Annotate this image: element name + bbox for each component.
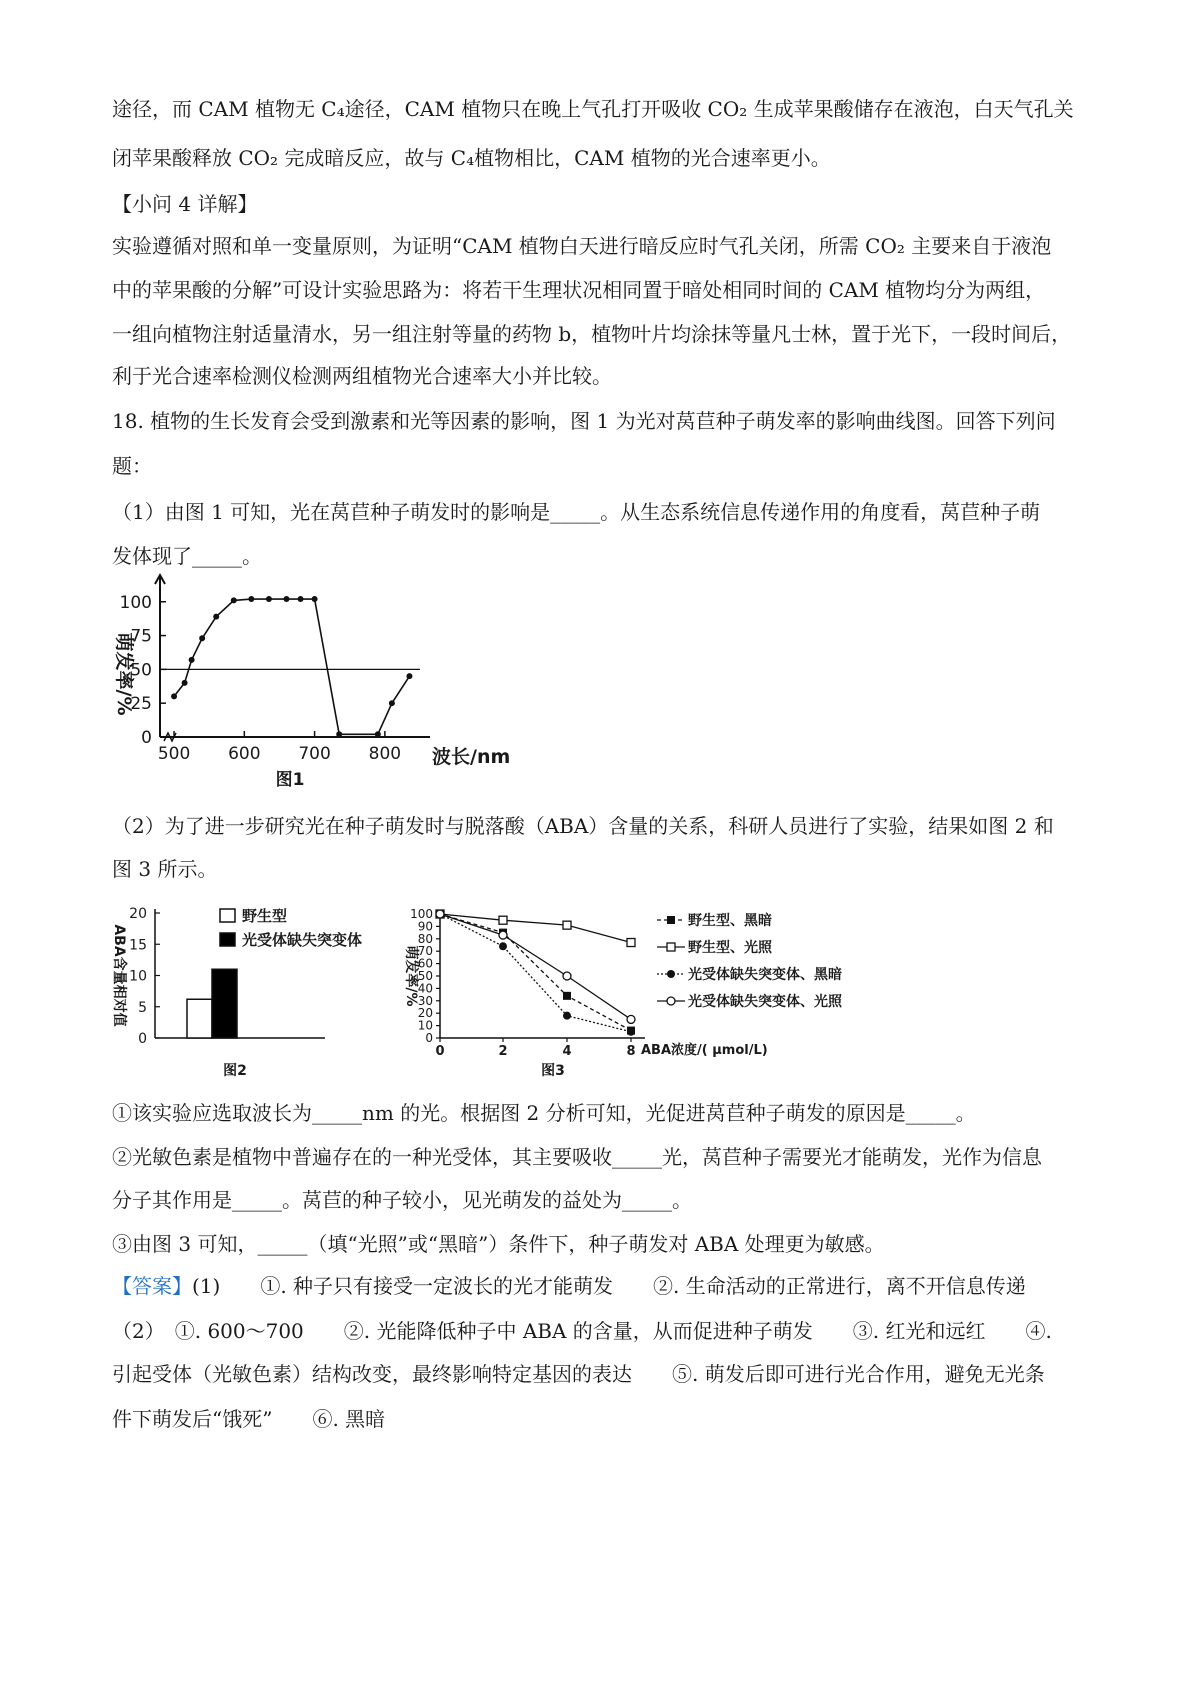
data-point: [389, 700, 395, 706]
question-part-1: （1）由图 1 可知，光在莴苣种子萌发时的影响是_____。从生态系统信息传递作用的角度看，莴苣种子萌: [112, 500, 1041, 524]
y-tick-label: 40: [417, 981, 433, 996]
section-heading: 【小问 4 详解】: [112, 192, 258, 216]
legend-label: 野生型: [242, 907, 288, 925]
x-tick-label: 2: [498, 1044, 508, 1059]
legend-marker: [667, 943, 675, 951]
paragraph-line: 闭苹果酸释放 CO₂ 完成暗反应，故与 C₄植物相比，CAM 植物的光合速率更小。: [112, 146, 831, 170]
legend-label: 光受体缺失突变体、黑暗: [688, 967, 842, 983]
data-point: [627, 939, 635, 947]
figure-title: 图3: [541, 1063, 565, 1079]
x-tick-label: 600: [228, 744, 261, 764]
legend-swatch: [220, 933, 235, 946]
data-point: [375, 731, 381, 737]
x-tick-label: 800: [368, 744, 402, 764]
data-point: [231, 597, 237, 603]
legend-label: 光受体缺失突变体: [242, 931, 363, 949]
figure-3-chart: [395, 895, 915, 1085]
legend-marker: [667, 916, 675, 924]
figure-title: 图2: [223, 1063, 247, 1079]
data-point: [248, 596, 254, 602]
data-point: [563, 992, 571, 1000]
y-axis-label: 萌发率/%: [113, 632, 135, 716]
figure-title: 图1: [275, 770, 305, 790]
data-point: [499, 931, 507, 939]
data-point: [189, 657, 195, 663]
y-tick-label: 25: [130, 694, 152, 715]
bar-mutant: [212, 969, 237, 1038]
y-tick-label: 5: [138, 999, 147, 1016]
data-point: [563, 972, 571, 980]
data-point: [182, 680, 188, 686]
series-line: [440, 914, 631, 1031]
paragraph-line: 实验遵循对照和单一变量原则，为证明“CAM 植物白天进行暗反应时气孔关闭，所需 CO₂ 主要来自于液泡: [112, 234, 1052, 258]
legend-marker: [667, 970, 675, 978]
legend-marker: [667, 997, 675, 1005]
data-point: [283, 596, 289, 602]
data-point: [627, 1015, 635, 1023]
x-tick-label: 0: [435, 1044, 445, 1059]
y-tick-label: 0: [138, 1031, 147, 1047]
x-axis-label: ABA浓度/( μmol/L): [641, 1043, 768, 1058]
data-point: [336, 731, 342, 737]
x-tick-label: 500: [157, 744, 191, 764]
x-tick-label: 700: [298, 744, 331, 764]
paragraph-line: 途径，而 CAM 植物无 C₄途径，CAM 植物只在晚上气孔打开吸收 CO₂ 生成苹果酸储存在液泡，白天气孔关: [112, 97, 1074, 121]
y-tick-label: 50: [417, 969, 433, 983]
legend-label: 野生型、光照: [688, 940, 772, 956]
data-point: [563, 1012, 571, 1020]
question-18-line: 题：: [112, 454, 152, 478]
y-tick-label: 80: [417, 931, 433, 946]
x-tick-label: 4: [562, 1044, 572, 1059]
answer-line: （2） ①. 600～700 ②. 光能降低种子中 ABA 的含量，从而促进种子萌发 ③. 红光和远红 ④.: [112, 1319, 1052, 1343]
germination-curve: [174, 599, 409, 734]
y-tick-label: 100: [410, 907, 433, 921]
series-line: [440, 914, 631, 1019]
y-tick-label: 50: [130, 660, 152, 681]
sub-question-3: ③由图 3 可知，_____（填“光照”或“黑暗”）条件下，种子萌发对 ABA 处理更为敏感。: [112, 1232, 885, 1256]
data-point: [312, 596, 318, 602]
sub-question-1: ①该实验应选取波长为_____nm 的光。根据图 2 分析可知，光促进莴苣种子萌发的原因是_____。: [112, 1101, 976, 1125]
y-tick-label: 20: [417, 1006, 433, 1021]
question-18-line: 18. 植物的生长发育会受到激素和光等因素的影响，图 1 为光对莴苣种子萌发率的影响曲线图。回答下列问: [112, 409, 1056, 433]
y-tick-label: 0: [141, 728, 152, 748]
sub-question-2: 分子其作用是_____。莴苣的种子较小，见光萌发的益处为_____。: [112, 1188, 692, 1212]
data-point: [499, 942, 507, 950]
data-point: [499, 916, 507, 924]
x-axis-label: 波长/nm: [432, 746, 511, 768]
data-point: [213, 614, 219, 620]
series-line: [440, 914, 631, 1032]
y-tick-label: 0: [425, 1031, 433, 1045]
data-point: [199, 635, 205, 641]
data-point: [627, 1028, 635, 1036]
y-tick-label: 30: [417, 993, 433, 1008]
legend-label: 光受体缺失突变体、光照: [688, 994, 842, 1010]
answer-line: 件下萌发后“饿死” ⑥. 黑暗: [112, 1407, 386, 1431]
y-tick-label: 20: [129, 906, 147, 922]
data-point: [436, 910, 444, 918]
y-tick-label: 90: [417, 919, 433, 934]
x-tick-label: 8: [626, 1044, 636, 1059]
legend-swatch: [220, 909, 235, 922]
y-tick-label: 10: [129, 968, 147, 985]
data-point: [406, 673, 412, 679]
y-tick-label: 10: [417, 1018, 433, 1033]
data-point: [266, 596, 272, 602]
y-tick-label: 15: [129, 937, 147, 954]
y-tick-label: 100: [119, 592, 152, 613]
y-tick-label: 75: [130, 626, 152, 647]
figure-1-chart: [100, 565, 520, 800]
question-part-1: 发体现了_____。: [112, 544, 262, 568]
y-axis-label: ABA含量相对值: [111, 924, 127, 1027]
sub-question-2: ②光敏色素是植物中普遍存在的一种光受体，其主要吸收_____光，莴苣种子需要光才能萌发，光作为信息: [112, 1145, 1042, 1169]
y-axis-label: 萌发率/%: [403, 945, 419, 1007]
answer-line: [112, 1270, 1026, 1299]
question-part-2: （2）为了进一步研究光在种子萌发时与脱落酸（ABA）含量的关系，科研人员进行了实验，结果如图 2 和: [112, 814, 1054, 838]
data-point: [298, 596, 304, 602]
paragraph-line: 利于光合速率检测仪检测两组植物光合速率大小并比较。: [112, 364, 612, 388]
data-point: [563, 921, 571, 929]
paragraph-line: 中的苹果酸的分解”可设计实验思路为：将若干生理状况相同置于暗处相同时间的 CAM 植物均分为两组，: [112, 278, 1046, 302]
answer-line: 引起受体（光敏色素）结构改变，最终影响特定基因的表达 ⑤. 萌发后即可进行光合作用，避免无光条: [112, 1362, 1045, 1386]
paragraph-line: 一组向植物注射适量清水，另一组注射等量的药物 b，植物叶片均涂抹等量凡士林，置于光下，一段时间后，: [112, 322, 1072, 346]
question-part-2: 图 3 所示。: [112, 857, 218, 881]
y-tick-label: 70: [417, 944, 433, 959]
bar-wild-type: [187, 999, 212, 1038]
legend-label: 野生型、黑暗: [688, 913, 772, 929]
data-point: [171, 693, 177, 699]
answer-tag: 【答案】: [112, 1274, 192, 1298]
y-tick-label: 60: [417, 956, 433, 971]
figure-2-chart: [100, 895, 380, 1085]
answer-text: (1) ①. 种子只有接受一定波长的光才能萌发 ②. 生命活动的正常进行，离不开信息传递: [192, 1274, 1026, 1298]
